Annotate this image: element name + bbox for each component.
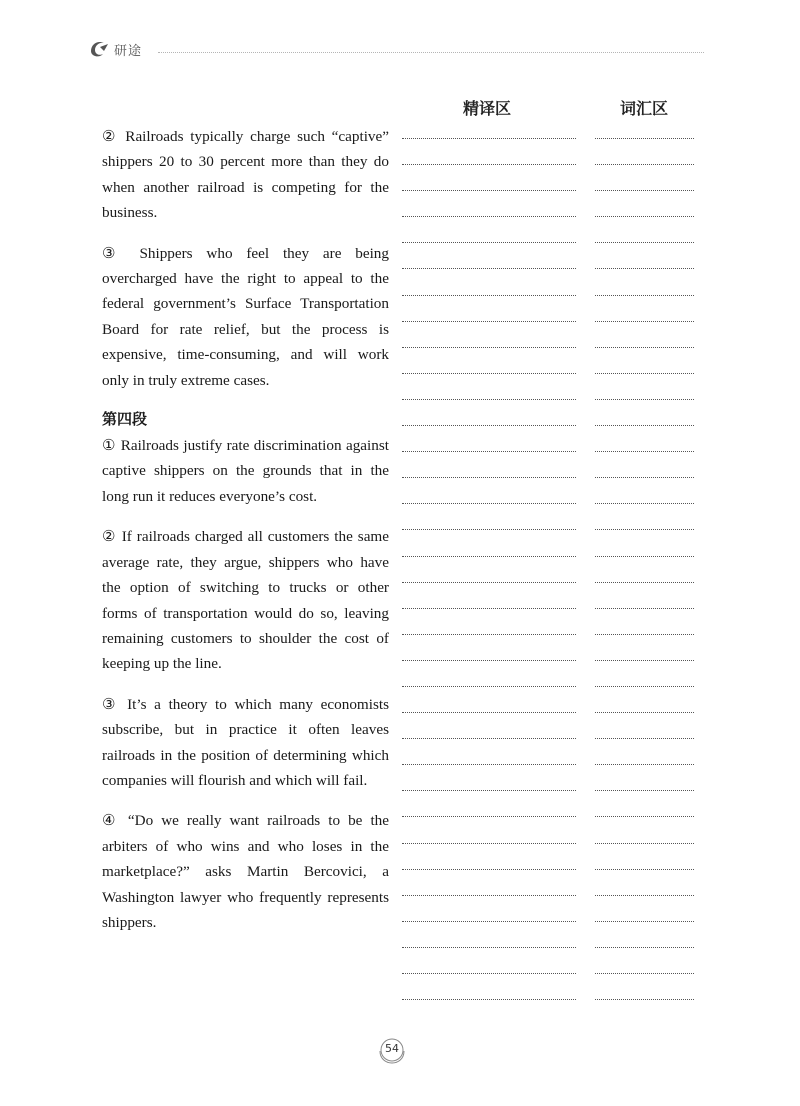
writing-line[interactable] <box>595 843 694 869</box>
section-heading: 第四段 <box>102 410 148 429</box>
writing-line[interactable] <box>402 738 576 764</box>
passage-text <box>102 124 389 935</box>
writing-line[interactable] <box>595 738 694 764</box>
writing-line[interactable] <box>402 268 576 294</box>
paragraph: ① Railroads justify rate discrimination against captive shippers on the grounds that in the long run it reduces everyone’s cost. <box>102 437 389 505</box>
writing-line[interactable] <box>595 399 694 425</box>
writing-line[interactable] <box>595 138 694 164</box>
writing-line[interactable] <box>595 425 694 451</box>
paragraph: ④ “Do we really want railroads to be the arbiters of who wins and who loses in the marketplace?” asks Martin Bercovici, a Washington lawyer who frequently represents shippers. <box>102 812 389 931</box>
swoosh-logo-icon <box>88 38 110 60</box>
writing-line[interactable] <box>595 790 694 816</box>
translation-writing-area[interactable] <box>402 138 576 1025</box>
writing-line[interactable] <box>595 216 694 242</box>
paragraph: ③ It’s a theory to which many economists subscribe, but in practice it often leaves railroads in the position of determining which companies will flourish and which will fail. <box>102 695 389 789</box>
writing-line[interactable] <box>595 190 694 216</box>
writing-line[interactable] <box>402 608 576 634</box>
writing-line[interactable] <box>595 921 694 947</box>
writing-line[interactable] <box>595 869 694 895</box>
page-number-badge <box>375 1035 409 1067</box>
writing-line[interactable] <box>402 529 576 555</box>
writing-line[interactable] <box>402 451 576 477</box>
writing-line[interactable] <box>595 373 694 399</box>
writing-line[interactable] <box>595 582 694 608</box>
writing-line[interactable] <box>402 869 576 895</box>
writing-line[interactable] <box>595 347 694 373</box>
writing-line[interactable] <box>402 425 576 451</box>
writing-line[interactable] <box>595 529 694 555</box>
writing-line[interactable] <box>595 947 694 973</box>
translation-column-title: 精译区 <box>463 99 512 118</box>
writing-line[interactable] <box>402 921 576 947</box>
writing-line[interactable] <box>595 634 694 660</box>
writing-line[interactable] <box>595 268 694 294</box>
writing-line[interactable] <box>595 164 694 190</box>
page-number: 54 <box>385 1042 399 1055</box>
writing-line[interactable] <box>402 138 576 164</box>
writing-line[interactable] <box>402 843 576 869</box>
writing-line[interactable] <box>402 216 576 242</box>
writing-line[interactable] <box>402 764 576 790</box>
brand-name: 研途 <box>114 43 143 59</box>
writing-line[interactable] <box>402 347 576 373</box>
writing-line[interactable] <box>402 660 576 686</box>
writing-line[interactable] <box>402 556 576 582</box>
writing-line[interactable] <box>402 295 576 321</box>
writing-line[interactable] <box>402 190 576 216</box>
writing-line[interactable] <box>402 373 576 399</box>
writing-line[interactable] <box>595 556 694 582</box>
writing-line[interactable] <box>595 895 694 921</box>
writing-line[interactable] <box>402 816 576 842</box>
writing-line[interactable] <box>402 634 576 660</box>
writing-line[interactable] <box>402 582 576 608</box>
header-divider <box>158 52 704 53</box>
writing-line[interactable] <box>595 477 694 503</box>
writing-line[interactable] <box>402 477 576 503</box>
writing-line[interactable] <box>402 503 576 529</box>
writing-line[interactable] <box>595 764 694 790</box>
header <box>88 38 142 60</box>
writing-line[interactable] <box>595 973 694 999</box>
writing-line[interactable] <box>595 242 694 268</box>
paragraph: ② Railroads typically charge such “captive” shippers 20 to 30 percent more than they do when another railroad is competing for the business. <box>102 128 389 222</box>
writing-line[interactable] <box>402 790 576 816</box>
writing-line[interactable] <box>595 712 694 738</box>
writing-line[interactable] <box>595 816 694 842</box>
vocabulary-writing-area[interactable] <box>595 138 694 1025</box>
writing-line[interactable] <box>595 608 694 634</box>
writing-line[interactable] <box>402 999 576 1025</box>
writing-line[interactable] <box>595 295 694 321</box>
writing-line[interactable] <box>595 999 694 1025</box>
writing-line[interactable] <box>595 451 694 477</box>
writing-line[interactable] <box>402 973 576 999</box>
writing-line[interactable] <box>402 399 576 425</box>
writing-line[interactable] <box>402 164 576 190</box>
writing-line[interactable] <box>402 895 576 921</box>
vocabulary-column-title: 词汇区 <box>620 99 669 118</box>
writing-line[interactable] <box>402 712 576 738</box>
paragraph: ③ Shippers who feel they are being overcharged have the right to appeal to the federal government’s Surface Transportation Board for rate relief, but the process is expensive, time-consuming, and will work only in truly extreme cases. <box>102 244 389 389</box>
writing-line[interactable] <box>402 947 576 973</box>
writing-line[interactable] <box>595 686 694 712</box>
writing-line[interactable] <box>595 660 694 686</box>
paragraph: ② If railroads charged all customers the same average rate, they argue, shippers who have the option of switching to trucks or other forms of transportation would do so, leaving remaining customers to shoulder the cost of keeping up the line. <box>102 528 389 673</box>
writing-line[interactable] <box>402 321 576 347</box>
writing-line[interactable] <box>402 242 576 268</box>
writing-line[interactable] <box>595 321 694 347</box>
writing-line[interactable] <box>595 503 694 529</box>
writing-line[interactable] <box>402 686 576 712</box>
